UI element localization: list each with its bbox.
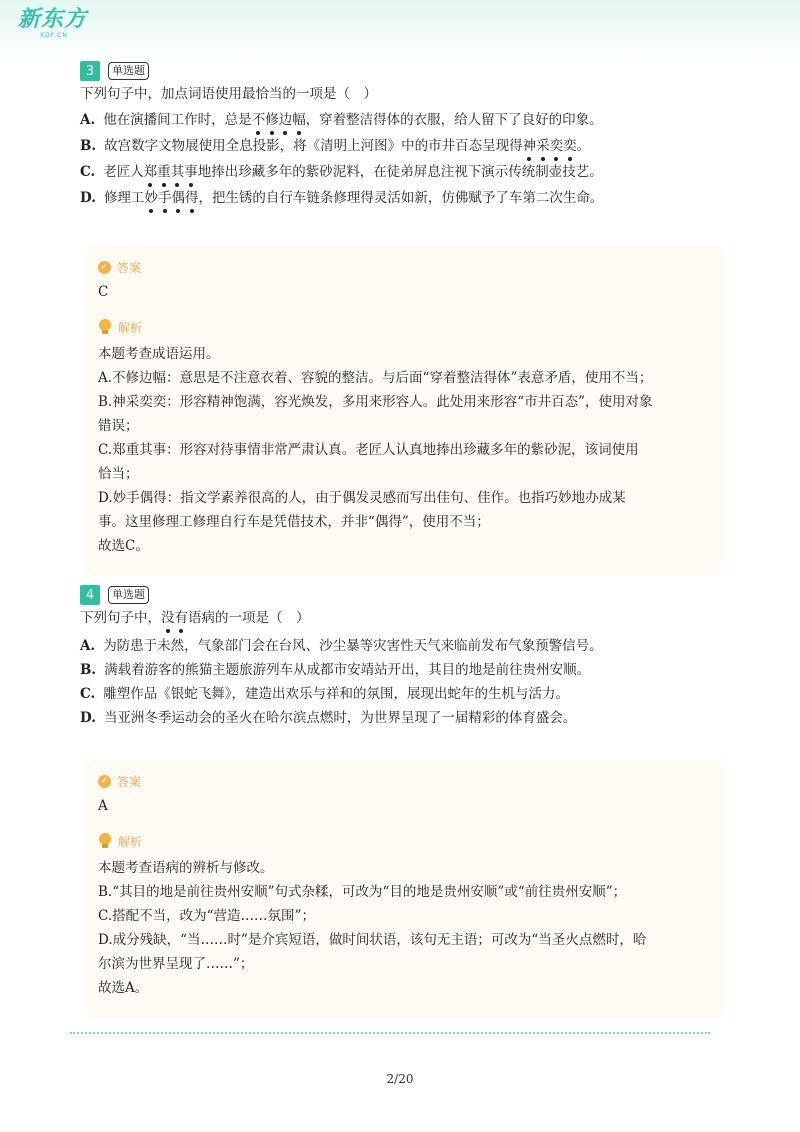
page-number: 2/20 [386,1072,414,1086]
dotted-char: 妙 [144,190,158,206]
analysis-line: 本题考查成语运用。 [98,346,220,362]
dotted-char: 不 [251,112,266,128]
dotted-char: 重 [157,164,171,180]
option-text: 雕塑作品《银蛇飞舞》，建造出欢乐与祥和的氛围，展现出蛇年的生机与活力。 [103,686,569,702]
option-b[interactable] [80,136,720,156]
answer-card-4 [86,760,724,1018]
dotted-char: 边 [278,112,293,128]
question-head [80,584,720,606]
analysis-line: 故选A。 [98,980,149,996]
stem-text: 下列句子中， [80,610,161,626]
analysis-line: B.“其目的地是前往贵州安顺”句式杂糅，可改为“目的地是贵州安顺”或“前往贵州安顺”； [98,884,627,900]
question-stem: 下列句子中，加点词语使用最恰当的一项是（ ） [80,86,377,102]
analysis-line: 恰当； [98,466,139,482]
option-text: 当亚洲冬季运动会的圣火在哈尔滨点燃时，为世界呈现了一届精彩的体育盛会。 [103,710,577,726]
analysis-line: 错误； [98,418,139,434]
check-badge-icon: ✓ [98,261,111,274]
analysis-body [98,342,710,558]
dotted-char: 奕 [549,138,564,154]
question-4 [80,584,720,728]
option-letter: C. [80,686,96,702]
stem-text: 语病的一项是（ ） [188,610,310,626]
answer-value: C [98,284,109,300]
dotted-char: 幅 [292,112,306,128]
analysis-line: 故选C。 [98,538,149,554]
option-letter: A. [80,112,96,128]
option-text: ，把生锈的自行车链条修理得灵活如新，仿佛赋予了车第二次生命。 [198,190,604,206]
option-text: 。 [576,138,591,154]
analysis-line: C.搭配不当，改为“营造……氛围”； [98,908,315,924]
dotted-char: 奕 [563,138,577,154]
option-d[interactable] [80,188,720,208]
option-b[interactable] [80,660,720,680]
question-type-badge: 单选题 [108,586,149,604]
option-text: ，穿着整洁得体的衣服，给人留下了良好的印象。 [305,112,603,128]
option-d[interactable] [80,708,720,728]
option-letter: A. [80,638,96,654]
dotted-char: 有 [174,610,188,626]
answer-heading [98,258,710,276]
lightbulb-icon [98,319,112,335]
option-letter: C. [80,164,96,180]
option-letter: B. [80,138,97,154]
answer-label: 答案 [117,774,142,789]
analysis-line: 事。这里修理工修理自行车是凭借技术，并非“偶得”，使用不当； [98,514,490,530]
question-number: 3 [80,61,100,81]
option-letter: D. [80,710,96,726]
option-text: 地捧出珍藏多年的紫砂泥料，在徒弟屏息注视下演示传统制壶技艺。 [197,164,603,180]
answer-label: 答案 [117,260,142,275]
question-stem [80,608,720,628]
lightbulb-icon [98,833,112,849]
option-letter: B. [80,662,97,678]
analysis-line: A.不修边幅：意思是不注意衣着、容貌的整洁。与后面“穿着整洁得体”表意矛盾，使用不当； [98,370,653,386]
dotted-char: 事 [184,164,198,180]
dotted-char: 其 [170,164,185,180]
option-letter: D. [80,190,96,206]
analysis-line: B.神采奕奕：形容精神饱满，容光焕发，多用来形容人。此处用来形容“市井百态”，使用对象 [98,394,653,410]
dotted-char: 没 [161,610,175,626]
dotted-char: 得 [184,190,199,206]
check-badge-icon: ✓ [98,775,111,788]
analysis-line: D.妙手偶得：指文学素养很高的人，由于偶发灵感而写出佳句、佳作。也指巧妙地办成某 [98,490,626,506]
option-text: 为防患于未然，气象部门会在台风、沙尘暴等灾害性天气来临前发布气象预警信号。 [103,638,603,654]
question-type-badge: 单选题 [108,62,149,80]
option-c[interactable] [80,162,720,182]
option-a[interactable] [80,110,720,130]
option-c[interactable] [80,684,720,704]
analysis-label: 解析 [118,320,143,335]
option-text: 满载着游客的熊猫主题旅游列车从成都市安靖站开出，其目的地是前往贵州安顺。 [104,662,591,678]
question-head [80,60,720,82]
analysis-heading [98,318,710,336]
option-text: 修理工 [103,190,145,206]
analysis-line: D.成分残缺，“当……时”是介宾短语，做时间状语，该句无主语；可改为“当圣火点燃时，哈 [98,932,647,948]
dotted-char: 神 [522,138,537,154]
option-text: 他在演播间工作时，总是 [103,112,252,128]
dotted-char: 郑 [143,164,158,180]
analysis-line: 本题考查语病的辨析与修改。 [98,860,274,876]
option-a[interactable] [80,636,720,656]
analysis-body [98,856,710,1000]
answer-heading [98,772,710,790]
option-text: 故宫数字文物展使用全息投影，将《清明上河图》中的市井百态呈现得 [104,138,523,154]
dotted-char: 采 [536,138,550,154]
logo-sub-text: XDF.CN [40,32,68,39]
dotted-char: 修 [265,112,279,128]
dotted-char: 偶 [171,190,185,206]
logo [18,8,87,39]
question-number: 4 [80,585,100,605]
option-text: 老匠人 [103,164,144,180]
analysis-heading [98,832,710,850]
analysis-label: 解析 [118,834,143,849]
header-band [0,0,800,62]
analysis-line: C.郑重其事：形容对待事情非常严肃认真。老匠人认真地捧出珍藏多年的紫砂泥，该词使用 [98,442,639,458]
answer-value: A [98,798,108,814]
analysis-line: 尔滨为世界呈现了……”； [98,956,254,972]
logo-main-text: 新东方 [18,7,88,32]
question-3 [80,60,720,208]
dotted-separator [70,1032,710,1034]
answer-card-3 [86,246,724,576]
dotted-char: 手 [157,190,172,206]
